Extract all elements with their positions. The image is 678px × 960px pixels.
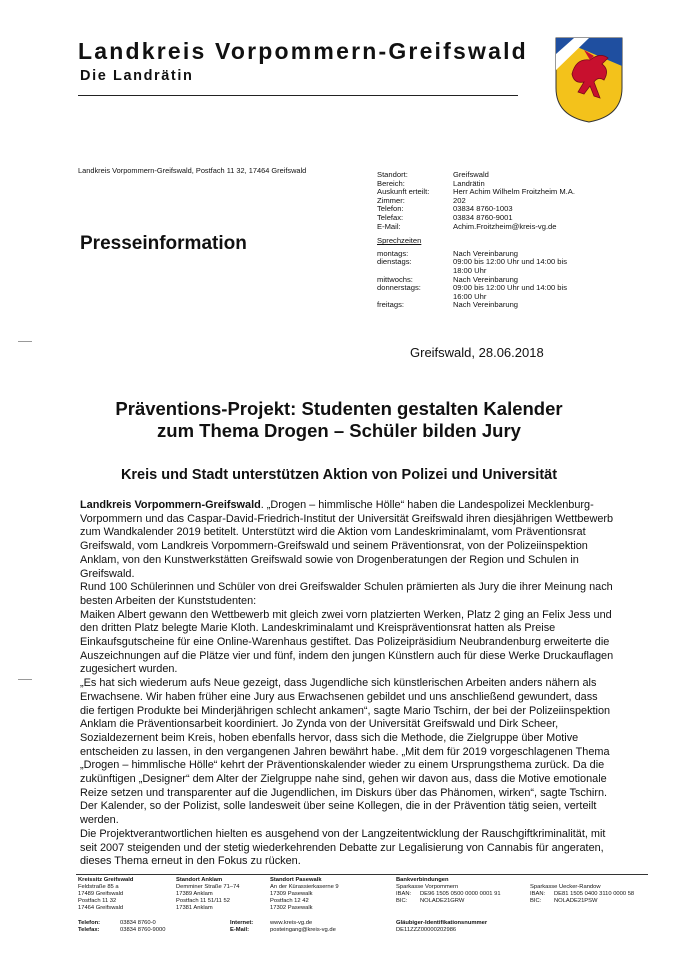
header-rule — [78, 95, 518, 96]
phone-value: 03834 8760-0 — [120, 920, 156, 926]
footer-line: 17389 Anklam — [176, 891, 213, 898]
contact-value: Herr Achim Wilhelm Froitzheim M.A. — [453, 187, 575, 197]
creditor-id-value: DE11ZZZ00000202986 — [396, 927, 457, 934]
document-type-heading: Presseinformation — [80, 233, 247, 254]
authority-title: Landkreis Vorpommern-Greifswald — [78, 38, 528, 64]
contact-value: Landrätin — [453, 178, 485, 188]
footer-rule — [76, 874, 648, 875]
footer-line: Postfach 11 32 — [78, 898, 117, 905]
footer-address-greifswald — [78, 877, 133, 912]
creditor-id-title: Gläubiger-Identifikationsnummer — [396, 920, 488, 926]
footer-line: 17489 Greifswald — [78, 891, 124, 898]
hours-value: 09:00 bis 12:00 Uhr und 14:00 bis 16:00 Uhr — [453, 283, 567, 301]
iban-label: IBAN: — [530, 891, 546, 898]
authority-subtitle: Die Landrätin — [80, 68, 194, 84]
article-body — [80, 499, 615, 869]
contact-label: Telefax: — [377, 212, 404, 222]
contact-row — [377, 223, 581, 232]
contact-label: Auskunft erteilt: — [377, 187, 430, 197]
iban-value: DE81 1505 0400 3110 0000 58 — [554, 891, 635, 898]
fax-value: 03834 8760-9000 — [120, 927, 166, 934]
contact-row — [377, 188, 581, 197]
hours-day: mittwochs: — [377, 274, 413, 284]
document-date: Greifswald, 28.06.2018 — [410, 345, 544, 360]
footer-creditor-block — [396, 920, 487, 934]
bank-name: Sparkasse Uecker-Randow — [530, 884, 601, 890]
contact-label: E-Mail: — [377, 221, 401, 231]
footer-col-title: Bankverbindungen — [396, 877, 449, 883]
bic-value: NOLADE21PSW — [554, 898, 598, 905]
contact-value: 03834 8760-9001 — [453, 212, 513, 222]
contact-info-block — [377, 171, 581, 310]
contact-label: Standort: — [377, 170, 408, 179]
coat-of-arms-logo — [554, 36, 624, 124]
footer-line: An der Kürassierkaserne 9 — [270, 884, 339, 891]
footer-line: 17302 Pasewalk — [270, 905, 313, 912]
website-link[interactable]: www.kreis-vg.de — [270, 920, 313, 926]
paragraph: „Es hat sich wiederum aufs Neue gezeigt, dass Jugendliche sich künstlerischen Arbeiten anders nähern als Erwachsene. Wir haben früher eine Jury aus Erwachsenen gebildet und uns anschließend gewundert, dass die fertigen Produkte bei Minderjährigen schlecht ankamen“, sagte Mario Tschirn, der bei der Polizeiinspektion Anklam die Präventionsarbeit koordiniert. Jo Zynda von der Universität Greifswald und Dirk Scheer, Sozialdezernent beim Kreis, hoben ebenfalls hervor, dass sich die Methode, die Zielgruppe über Motive entscheiden zu lassen, in den vergangenen Jahren bewährt habe. „Mit dem für 2019 vorgeschlagenen Thema „Drogen – himmlische Hölle“ kehrt der Präventionskalender wieder zu einem Ursprungsthema zurück. Da die zukünftigen „Designer“ dem Alter der Zielgruppe nahe sind, gehen wir davon aus, dass die Motive emotionale Reize setzen und transparenter auf die Jugendlichen, im Diskurs über das Phänomen, wirken“, sagte Tschirn. Der Kalender, so der Polizist, solle landesweit über seine Kollegen, die in der Prävention tätig seien, verteilt werden. — [80, 677, 611, 827]
email-label: E-Mail: — [230, 927, 250, 934]
hours-row — [377, 301, 581, 310]
contact-email[interactable]: Achim.Froitzheim@kreis-vg.de — [453, 221, 557, 231]
contact-label: Zimmer: — [377, 195, 405, 205]
footer-line: Demminer Straße 71–74 — [176, 884, 240, 891]
contact-value: Greifswald — [453, 170, 489, 179]
bic-label: BIC: — [396, 898, 408, 905]
hours-day: donnerstags: — [377, 283, 421, 293]
footer-col-title: Standort Anklam — [176, 877, 223, 883]
contact-label: Telefon: — [377, 204, 404, 214]
subheadline: Kreis und Stadt unterstützen Aktion von Polizei und Universität — [120, 467, 558, 483]
footer-line: Postfach 11 51/11 52 — [176, 898, 230, 905]
footer-line: Postfach 12 42 — [270, 898, 309, 905]
paragraph: Rund 100 Schülerinnen und Schüler von drei Greifswalder Schulen prämierten als Jury die ihrer Meinung nach besten Arbeiten der Kunststudenten: — [80, 581, 613, 607]
footer-bank-1 — [396, 877, 501, 905]
headline-line-2: zum Thema Drogen – Schüler bilden Jury — [157, 420, 521, 441]
hours-day: montags: — [377, 248, 409, 258]
hours-value: Nach Vereinbarung — [453, 248, 519, 258]
footer-bank-2 — [530, 884, 634, 905]
fold-mark — [18, 679, 32, 680]
fax-label: Telefax: — [78, 927, 100, 934]
hours-day: dienstags: — [377, 257, 412, 267]
footer-phone-block — [78, 920, 165, 934]
footer-line: 17381 Anklam — [176, 905, 213, 912]
fold-mark — [18, 341, 32, 342]
contact-value: 03834 8760-1003 — [453, 204, 513, 214]
iban-label: IBAN: — [396, 891, 412, 898]
paragraph: Die Projektverantwortlichen hielten es ausgehend von der Langzeitentwicklung der Rauschgiftkriminalität, mit seit 2007 steigenden und der stetig wiederkehrenden Debatte zur Legalisierung von Cannabis für angeraten, dieses Thema erneut in den Fokus zu rücken. — [80, 827, 606, 868]
contact-value: 202 — [453, 195, 466, 205]
phone-label: Telefon: — [78, 920, 101, 926]
footer-line: 17464 Greifswald — [78, 905, 124, 912]
sender-address-line: Landkreis Vorpommern-Greifswald, Postfach 11 32, 17464 Greifswald — [78, 166, 307, 175]
bic-label: BIC: — [530, 898, 542, 905]
hours-day: freitags: — [377, 300, 405, 310]
dateline-bold: Landkreis Vorpommern-Greifswald — [80, 499, 261, 511]
footer-address-pasewalk — [270, 877, 339, 912]
hours-row — [377, 284, 581, 301]
internet-label: Internet: — [230, 920, 254, 926]
headline — [0, 398, 678, 442]
paragraph-text: . „Drogen – himmlische Hölle“ haben die Landespolizei Mecklenburg-Vorpommern und das Caspar-David-Friedrich-Institut der Universität Greifswald ihren diesjährigen Wettbewerb zum Wandkalender 2019 betitelt. Unterstützt wird die Aktion vom Landeskriminalamt, vom Präventionsrat Greifswald, vom Landkreis Vorpommern-Greifswald und seinem Präventionsrat, von der Polizeiinspektion Anklam, von den Kunstwerkstätten Greifswald sowie von Drogenberatungen der Region und Schulen in Greifswald. — [80, 499, 614, 580]
bank-name: Sparkasse Vorpommern — [396, 884, 459, 891]
email-link[interactable]: posteingang@kreis-vg.de — [270, 927, 336, 934]
office-hours-heading: Sprechzeiten — [377, 236, 422, 246]
hours-value: 09:00 bis 12:00 Uhr und 14:00 bis 18:00 Uhr — [453, 257, 567, 275]
paragraph: Maiken Albert gewann den Wettbewerb mit gleich zwei vorn platzierten Werken, Platz 2 ging an Felix Jess und den dritten Platz belegte Marie Kloth. Landeskriminalamt und Kreispräventionsrat hatten als Preise Einkaufsgutscheine für eine Online-Warenhaus gestiftet. Das Polizeipräsidium Neubrandenburg erweiterte die Auszeichnungen auf die Plätze vier und fünf, indem den jungen Künstlern auch für diese Werke Druckauflagen zugesichert wurden. — [80, 608, 614, 676]
footer-web-block — [230, 920, 336, 934]
footer-address-anklam — [176, 877, 239, 912]
footer-col-title: Standort Pasewalk — [270, 877, 322, 883]
footer-line: 17309 Pasewalk — [270, 891, 313, 898]
hours-row — [377, 258, 581, 275]
contact-label: Bereich: — [377, 178, 405, 188]
hours-value: Nach Vereinbarung — [453, 274, 519, 284]
footer-col-title: Kreissitz Greifswald — [78, 877, 134, 883]
footer-line: Feldstraße 85 a — [78, 884, 119, 891]
paragraph — [80, 499, 615, 581]
hours-value: Nach Vereinbarung — [453, 300, 519, 310]
iban-value: DE96 1505 0500 0000 0001 91 — [420, 891, 501, 898]
bic-value: NOLADE21GRW — [420, 898, 465, 905]
headline-line-1: Präventions-Projekt: Studenten gestalten Kalender — [115, 398, 563, 419]
